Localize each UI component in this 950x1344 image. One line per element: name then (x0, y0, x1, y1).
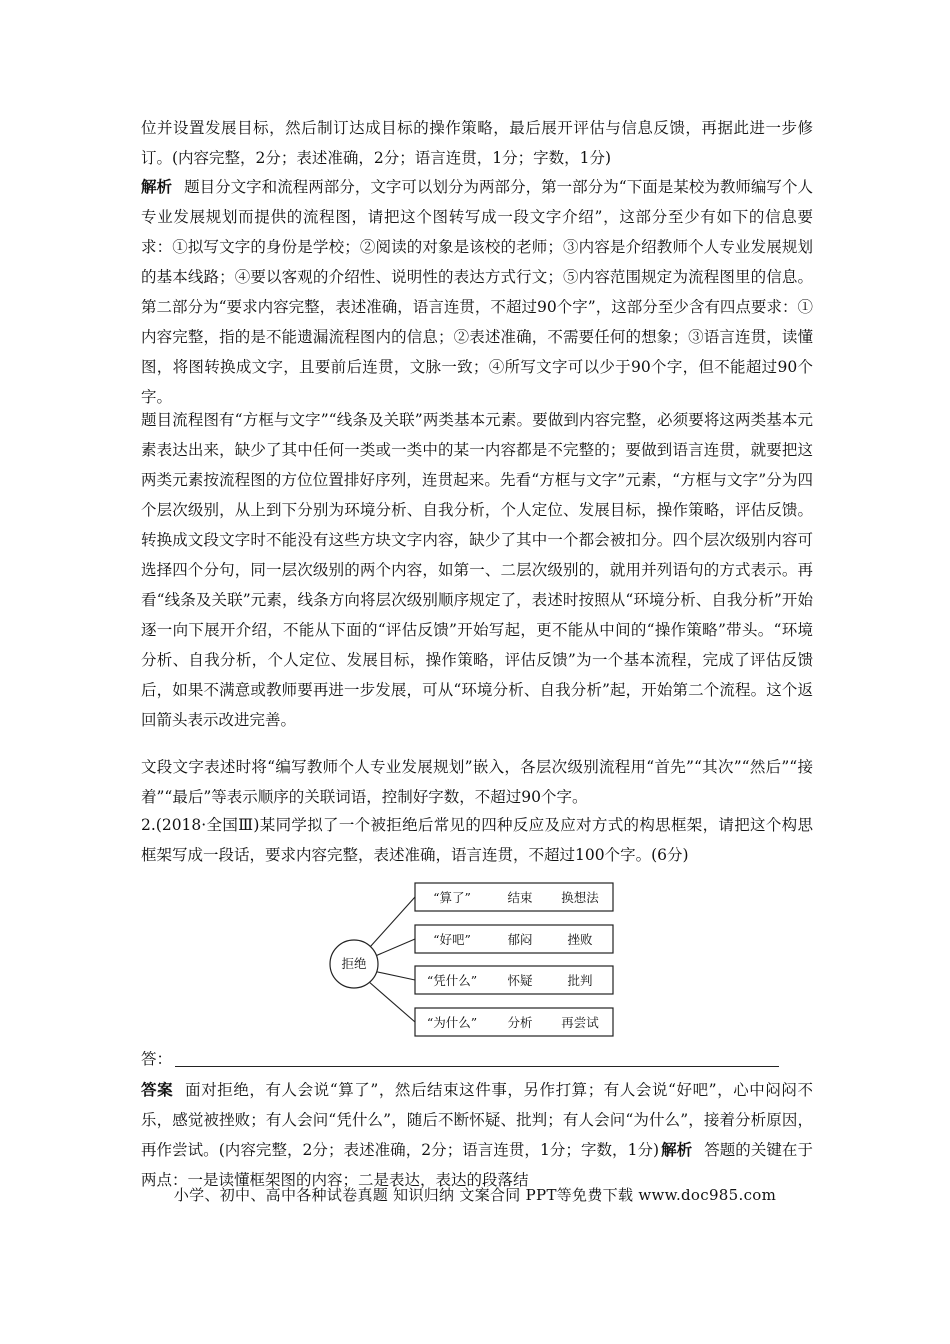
analysis-label: 解析 (141, 177, 173, 196)
paragraph-continuation: 位并设置发展目标，然后制订达成目标的操作策略，最后展开评估与信息反馈，再据此进一步修订。(内容完整，2分；表述准确，2分；语言连贯，1分；字数，1分) (141, 119, 813, 167)
row-feeling: 结束 (507, 890, 533, 905)
row-feeling: 怀疑 (507, 973, 533, 988)
row-reaction: “凭什么” (426, 973, 478, 988)
question-2: 2.(2018·全国Ⅲ)某同学拟了一个被拒绝后常见的四种反应及应对方式的构思框架，请把这个构思框架写成一段话，要求内容完整，表述准确，语言连贯，不超过100个字。(6分) (141, 816, 813, 864)
row-reaction: “算了” (433, 890, 471, 905)
framework-row (415, 925, 613, 953)
page-footer: 小学、初中、高中各种试卷真题 知识归纳 文案合同 PPT等免费下载 www.doc985.com (173, 1186, 777, 1204)
framework-row (415, 883, 613, 911)
row-feeling: 郁闷 (507, 932, 533, 947)
row-feeling: 分析 (507, 1015, 533, 1030)
row-response: 换想法 (561, 890, 599, 905)
answer-prompt: 答： (141, 1050, 173, 1068)
answer-paragraph: 答案 面对拒绝，有人会说“算了”，然后结束这件事，另作打算；有人会说“好吧”，心中闷闷不乐，感觉被挫败；有人会问“凭什么”，随后不断怀疑、批判；有人会问“为什么”，接着分析原因，再作尝试。(内容完整，2分；表述准确，2分；语言连贯，1分；字数，1分) 解析 答题的关键在于两点：一是读懂框架图的内容；二是表达，表达的段落结 (141, 1080, 813, 1189)
row-response: 再尝试 (561, 1015, 599, 1030)
framework-row (415, 1008, 613, 1036)
analysis-label: 解析 (661, 1140, 693, 1159)
center-node (330, 940, 378, 988)
answer-blank-row (141, 1047, 821, 1073)
writing-guidance-paragraph: 文段文字表述时将“编写教师个人专业发展规划”嵌入，各层次级别流程用“首先”“其次”“然后”“接着”“最后”等表示顺序的关联词语，控制好字数，不超过90个字。 (141, 758, 813, 806)
analysis-paragraph: 解析 题目分文字和流程两部分，文字可以划分为两部分，第一部分为“下面是某校为教师编写个人专业发展规划而提供的流程图，请把这个图转写成一段文字介绍”，这部分至少有如下的信息要求：①拟写文字的身份是学校；②阅读的对象是该校的老师；③内容是介绍教师个人专业发展规划的基本线路；④要以客观的介绍性、说明性的表达方式行文；⑤内容范围规定为流程图里的信息。第二部分为“要求内容完整，表述准确，语言连贯，不超过90个字”，这部分至少含有四点要求：①内容完整，指的是不能遗漏流程图内的信息；②表述准确，不需要任何的想象；③语言连贯，读懂图，将图转换成文字，且要前后连贯，文脉一致；④所写文字可以少于90个字，但不能超过90个字。 (141, 177, 813, 406)
row-response: 挫败 (567, 932, 593, 947)
answer-blank-line[interactable] (175, 1066, 779, 1067)
row-response: 批判 (567, 973, 593, 988)
row-reaction: “为什么” (426, 1015, 478, 1030)
framework-row (415, 966, 613, 994)
answer-label: 答案 (141, 1080, 174, 1099)
flowchart-analysis-paragraph: 题目流程图有“方框与文字”“线条及关联”两类基本元素。要做到内容完整，必须要将这两类基本元素表达出来，缺少了其中任何一类或一类中的某一内容都是不完整的；要做到语言连贯，就要把这两类元素按流程图的方位位置排好序列，连贯起来。先看“方框与文字”元素，“方框与文字”分为四个层次级别，从上到下分别为环境分析、自我分析，个人定位、发展目标，操作策略，评估反馈。转换成文段文字时不能没有这些方块文字内容，缺少了其中一个都会被扣分。四个层次级别内容可选择四个分句，同一层次级别的两个内容，如第一、二层次级别的，就用并列语句的方式表示。再看“线条及关联”元素，线条方向将层次级别顺序规定了，表述时按照从“环境分析、自我分析”开始逐一向下展开介绍，不能从下面的“评估反馈”开始写起，更不能从中间的“操作策略”带头。“环境分析、自我分析，个人定位、发展目标，操作策略，评估反馈”为一个基本流程，完成了评估反馈后，如果不满意或教师要再进一步发展，可从“环境分析、自我分析”起，开始第二个流程。这个返回箭头表示改进完善。 (141, 411, 813, 729)
row-reaction: “好吧” (433, 932, 471, 947)
center-label: 拒绝 (341, 956, 367, 971)
rejection-framework-diagram (320, 878, 620, 1043)
